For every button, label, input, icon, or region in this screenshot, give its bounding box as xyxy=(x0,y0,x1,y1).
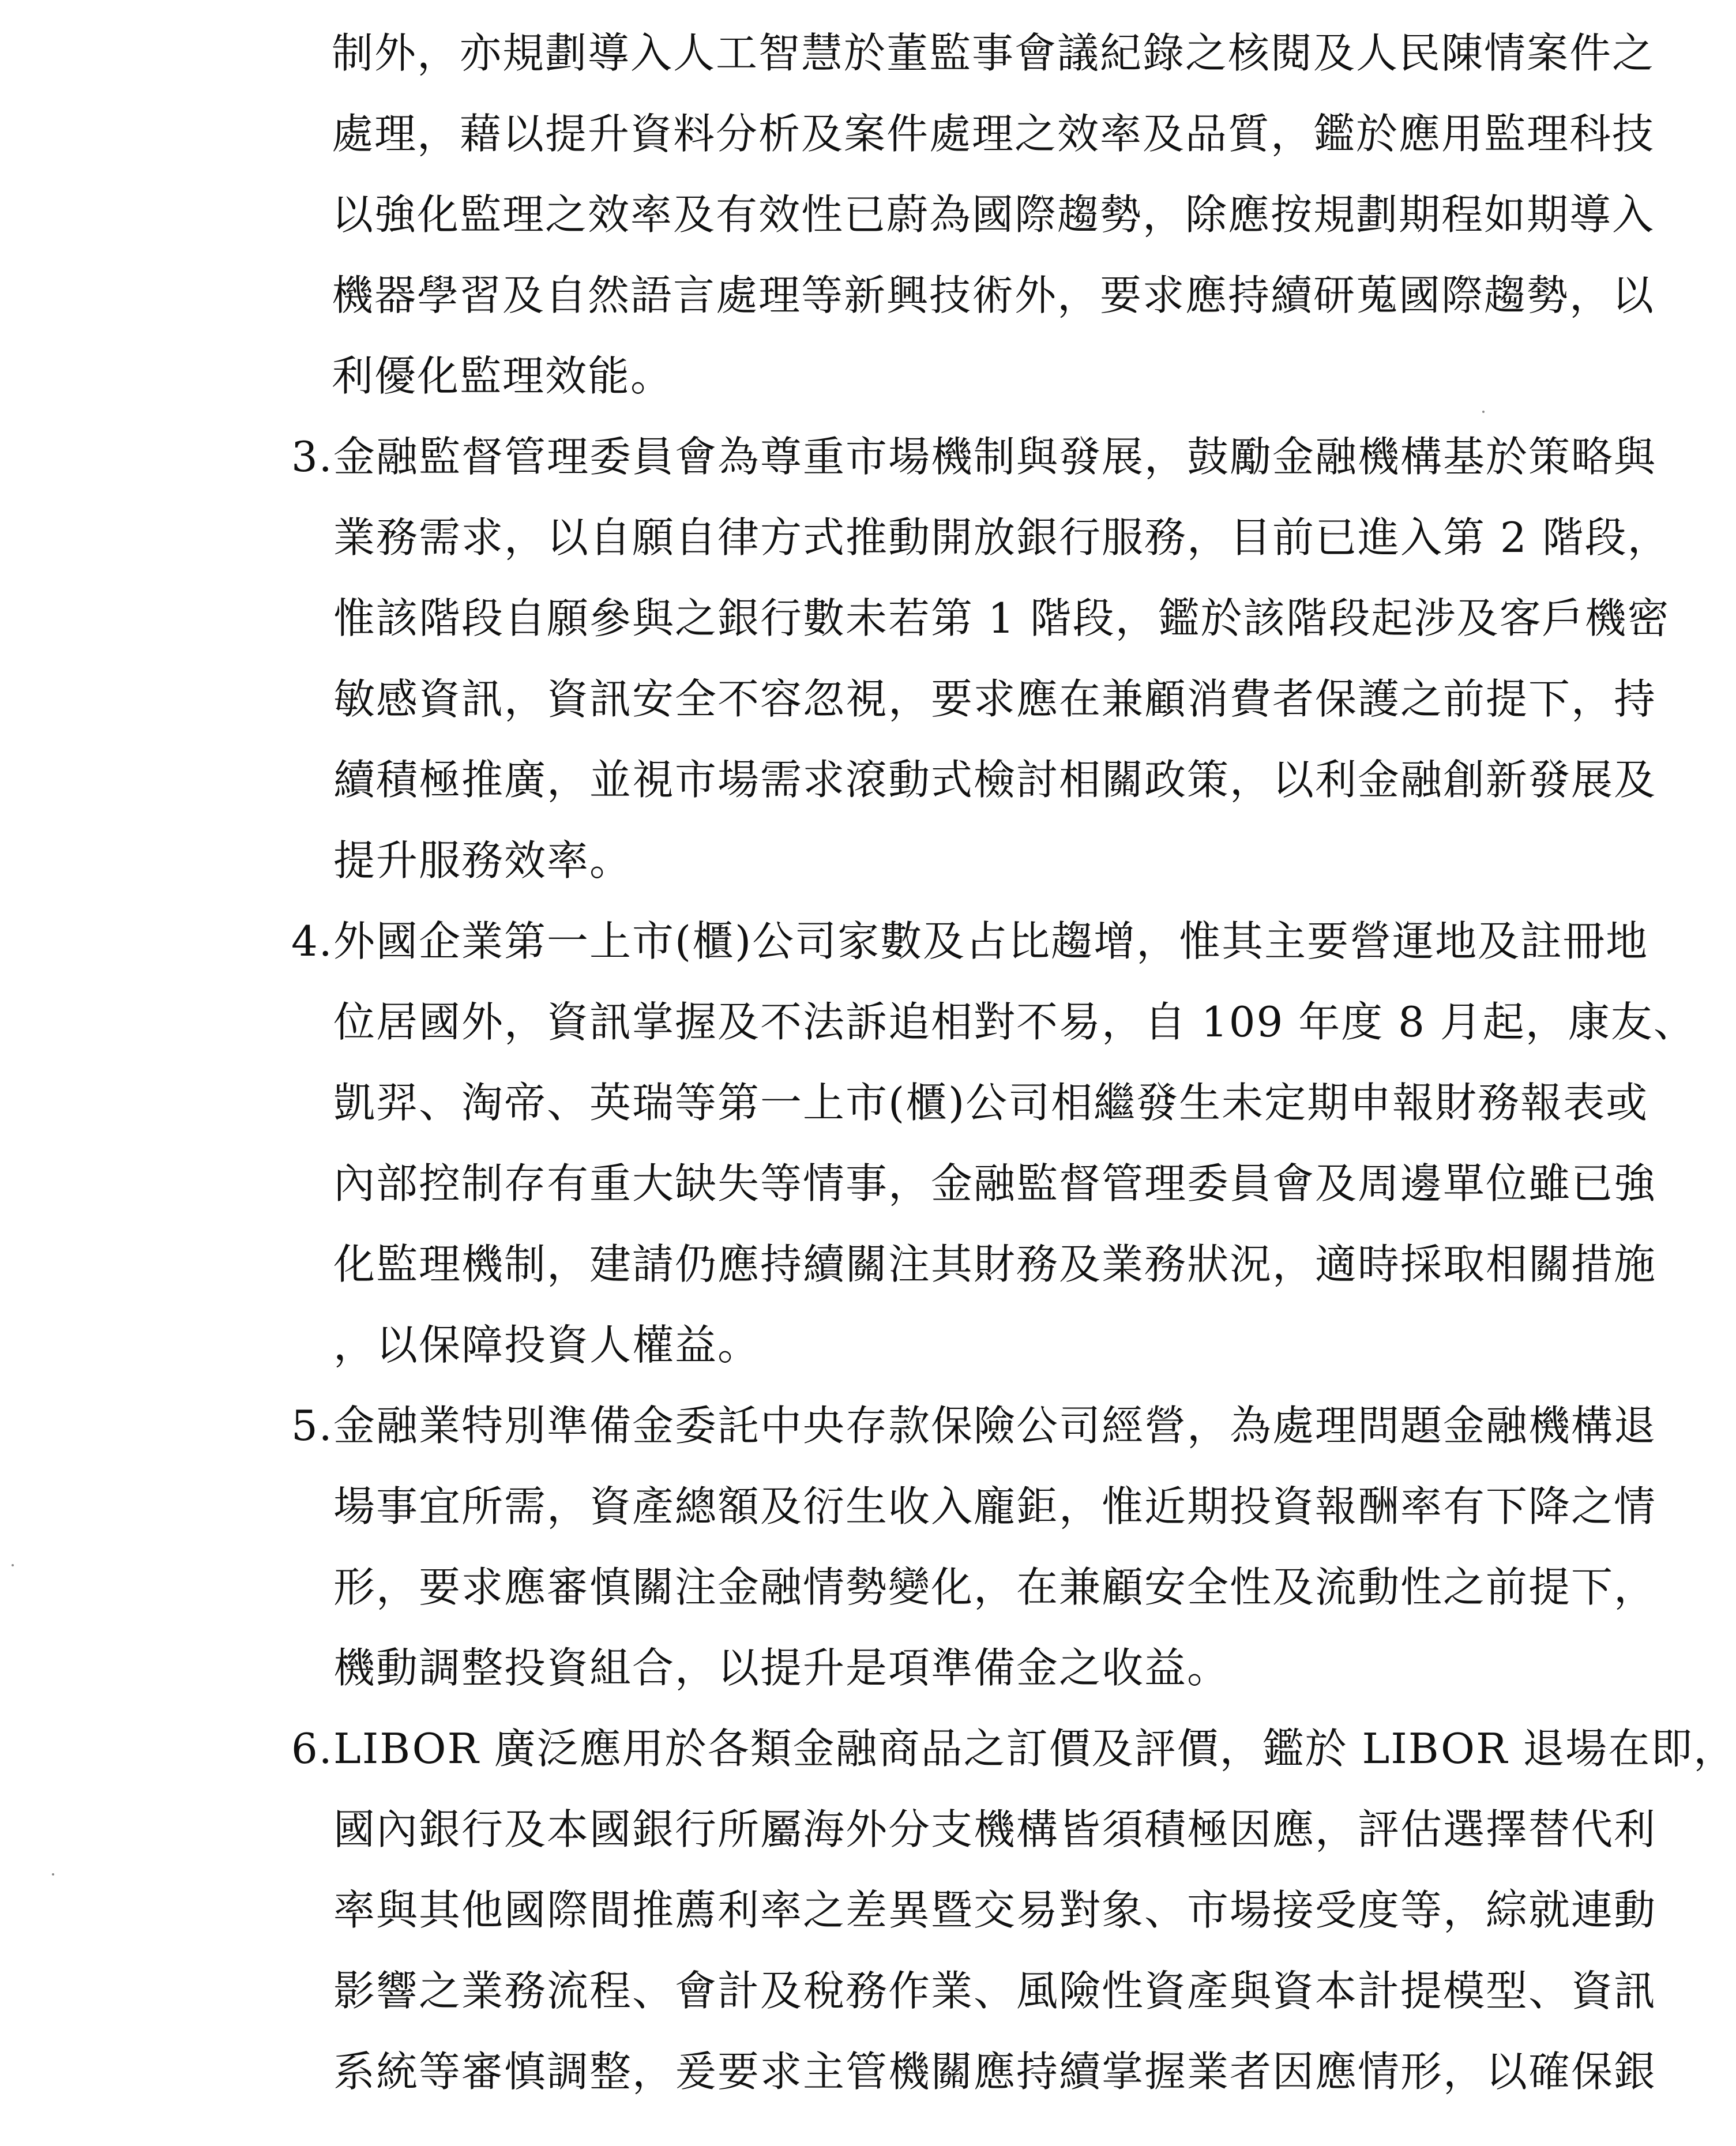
item-line: 金融監督管理委員會為尊重市場機制與發展，鼓勵金融機構基於策略與 xyxy=(333,433,1657,481)
scan-speck xyxy=(1482,411,1485,413)
item-line: 影響之業務流程、會計及稅務作業、風險性資產與資本計提模型、資訊 xyxy=(333,1967,1657,2015)
item-line: 外國企業第一上市(櫃)公司家數及占比趨增，惟其主要營運地及註冊地 xyxy=(333,917,1649,965)
item-line: 業務需求，以自願自律方式推動開放銀行服務，目前已進入第 2 階段， xyxy=(333,513,1670,562)
item-line: 化監理機制，建請仍應持續關注其財務及業務狀況，適時採取相關措施 xyxy=(333,1240,1657,1288)
item-line: 惟該階段自願參與之銀行數未若第 1 階段，鑑於該階段起涉及客戶機密 xyxy=(333,594,1670,642)
item-line: 形，要求應審慎關注金融情勢變化，在兼顧安全性及流動性之前提下， xyxy=(333,1563,1657,1611)
item-line: 機動調整投資組合，以提升是項準備金之收益。 xyxy=(333,1644,1230,1692)
intro-line: 制外，亦規劃導入人工智慧於董監事會議紀錄之核閱及人民陳情案件之 xyxy=(332,29,1655,77)
item-number: 3. xyxy=(291,433,333,481)
item-number: 5. xyxy=(291,1401,333,1450)
item-number: 4. xyxy=(291,917,333,965)
intro-line: 處理，藉以提升資料分析及案件處理之效率及品質，鑑於應用監理科技 xyxy=(332,110,1655,158)
item-line: 系統等審慎調整，爰要求主管機關應持續掌握業者因應情形，以確保銀 xyxy=(333,2047,1657,2096)
item-line: 凱羿、淘帝、英瑞等第一上市(櫃)公司相繼發生未定期申報財務報表或 xyxy=(333,1078,1649,1127)
item-line: 場事宜所需，資產總額及衍生收入龐鉅，惟近期投資報酬率有下降之情 xyxy=(333,1482,1657,1531)
item-line: ，以保障投資人權益。 xyxy=(333,1321,761,1369)
item-line: 率與其他國際間推薦利率之差異暨交易對象、市場接受度等，綜就連動 xyxy=(333,1886,1657,1934)
item-line: 金融業特別準備金委託中央存款保險公司經營，為處理問題金融機構退 xyxy=(333,1401,1657,1450)
intro-line: 以強化監理之效率及有效性已蔚為國際趨勢，除應按規劃期程如期導入 xyxy=(332,190,1655,239)
scan-speck xyxy=(52,1873,54,1876)
item-line: 續積極推廣，並視市場需求滾動式檢討相關政策，以利金融創新發展及 xyxy=(333,756,1657,804)
scan-speck xyxy=(12,1564,14,1566)
item-line: LIBOR 廣泛應用於各類金融商品之訂價及評價，鑑於 LIBOR 退場在即， xyxy=(333,1724,1736,1773)
item-line: 內部控制存有重大缺失等情事，金融監督管理委員會及周邊單位雖已強 xyxy=(333,1159,1657,1208)
intro-line: 利優化監理效能。 xyxy=(332,352,674,400)
item-line: 提升服務效率。 xyxy=(333,836,633,885)
item-line: 國內銀行及本國銀行所屬海外分支機構皆須積極因應，評估選擇替代利 xyxy=(333,1805,1657,1854)
item-line: 敏感資訊，資訊安全不容忽視，要求應在兼顧消費者保護之前提下，持 xyxy=(333,675,1657,723)
item-number: 6. xyxy=(291,1724,333,1773)
intro-line: 機器學習及自然語言處理等新興技術外，要求應持續研蒐國際趨勢，以 xyxy=(332,271,1655,320)
item-line: 位居國外，資訊掌握及不法訴追相對不易，自 109 年度 8 月起，康友、 xyxy=(333,998,1696,1046)
